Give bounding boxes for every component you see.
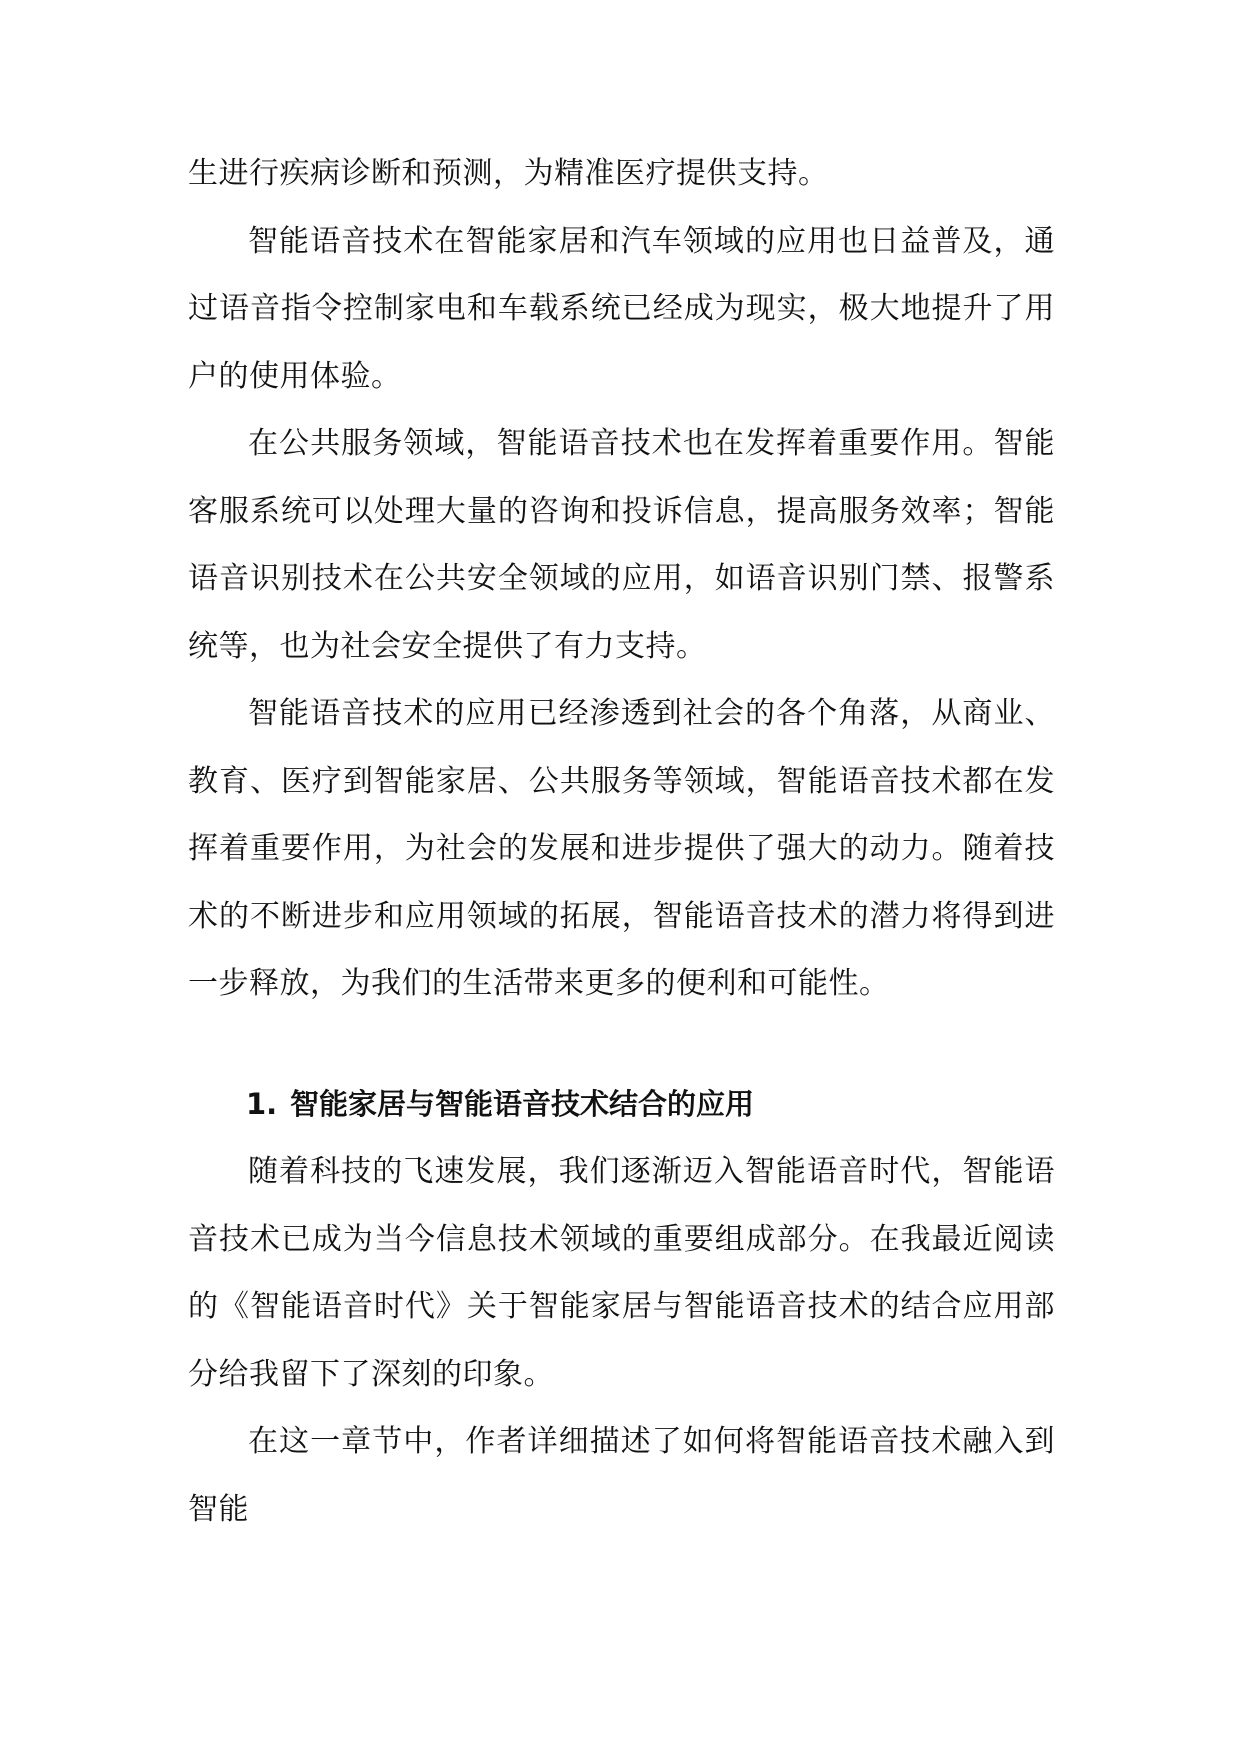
paragraph-continued: 生进行疾病诊断和预测，为精准医疗提供支持。 <box>188 156 829 191</box>
paragraph-chapter-description: 在这一章节中，作者详细描述了如何将智能语音技术融入到智能 <box>188 1424 1055 1527</box>
document-body <box>188 140 1055 1543</box>
paragraph-public-service: 在公共服务领域，智能语音技术也在发挥着重要作用。智能客服系统可以处理大量的咨询和投诉信息，提高服务效率；智能语音识别技术在公共安全领域的应用，如语音识别门禁、报警系统等，也为社会安全提供了有力支持。 <box>188 426 1055 664</box>
paragraph-smart-home-auto: 智能语音技术在智能家居和汽车领域的应用也日益普及，通过语音指令控制家电和车载系统已经成为现实，极大地提升了用户的使用体验。 <box>188 223 1055 394</box>
paragraph-summary: 智能语音技术的应用已经渗透到社会的各个角落，从商业、教育、医疗到智能家居、公共服务等领域，智能语音技术都在发挥着重要作用，为社会的发展和进步提供了强大的动力。随着技术的不断进步和应用领域的拓展，智能语音技术的潜力将得到进一步释放，为我们的生活带来更多的便利和可能性。 <box>188 696 1055 1001</box>
paragraph-intro: 随着科技的飞速发展，我们逐渐迈入智能语音时代，智能语音技术已成为当今信息技术领域的重要组成部分。在我最近阅读的《智能语音时代》关于智能家居与智能语音技术的结合应用部分给我留下了深刻的印象。 <box>188 1154 1055 1392</box>
section-heading <box>188 1071 1055 1139</box>
section-title: 智能家居与智能语音技术结合的应用 <box>290 1086 755 1121</box>
section-number: 1. <box>246 1086 278 1121</box>
